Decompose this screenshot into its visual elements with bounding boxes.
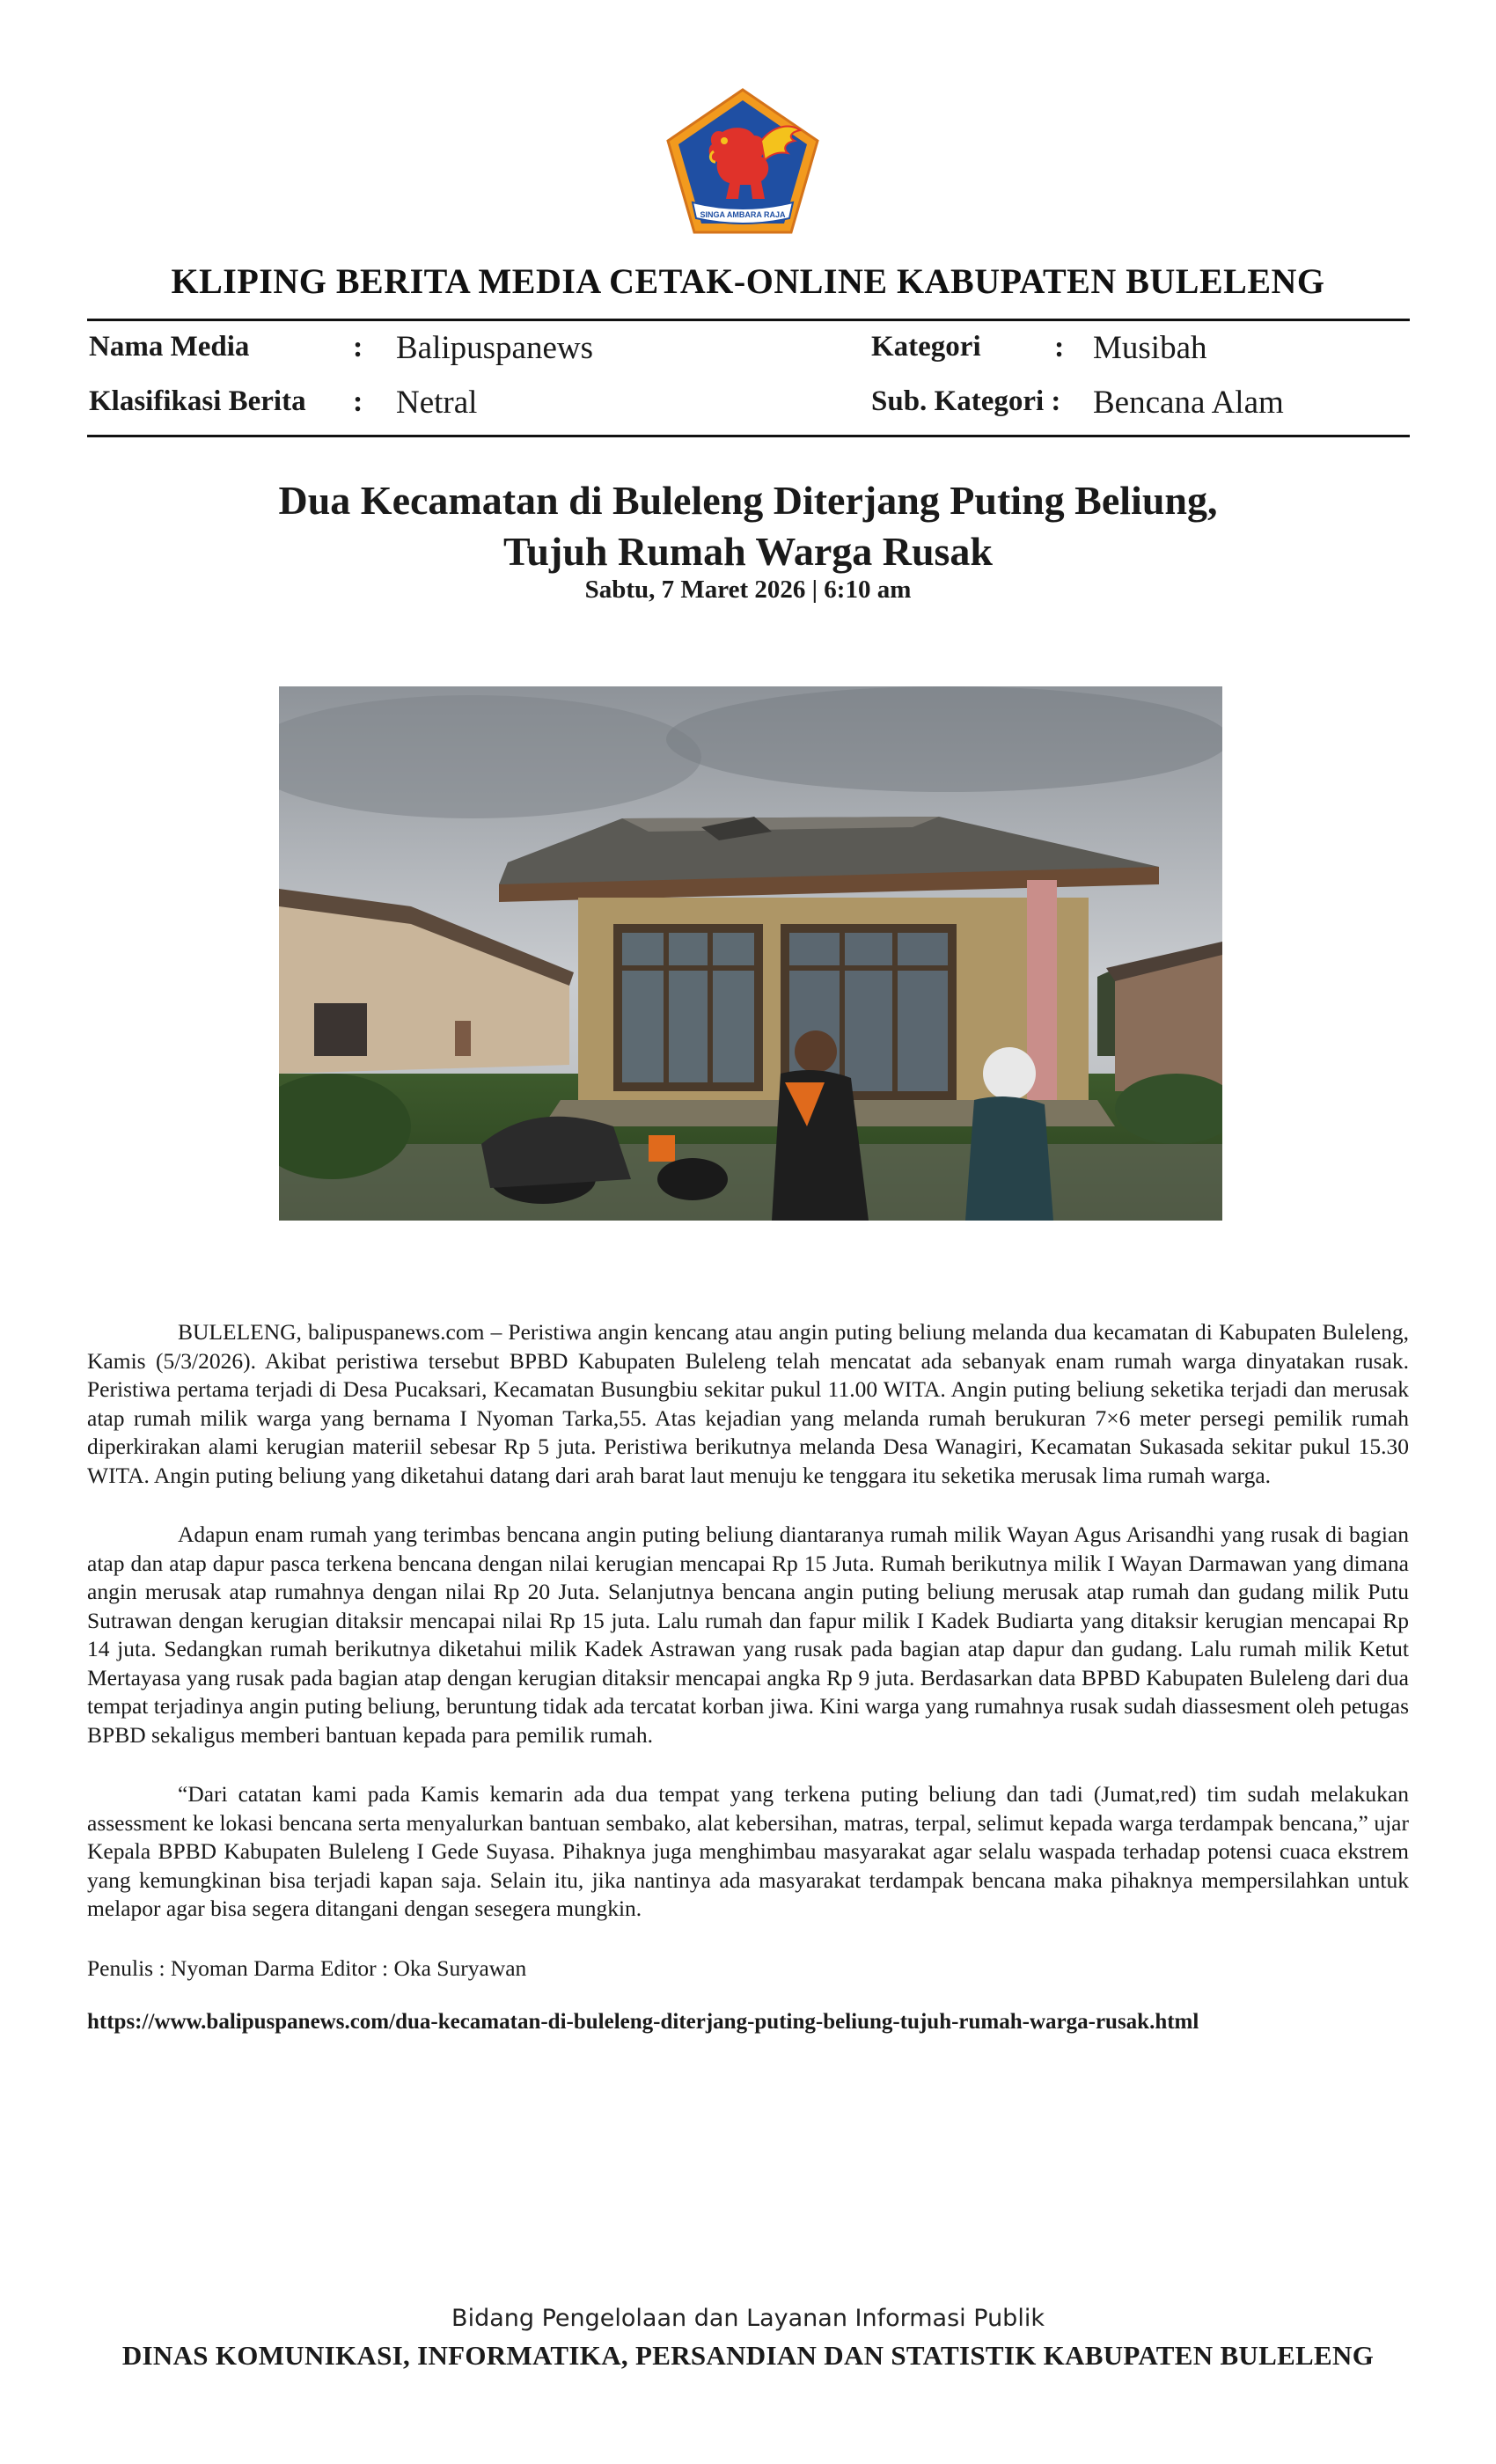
article-date: Sabtu, 7 Maret 2026 | 6:10 am xyxy=(584,576,912,604)
nama-media-label: Nama Media xyxy=(89,331,250,363)
singa-ambara-raja-crest-icon xyxy=(663,86,823,238)
article-photo xyxy=(279,686,1222,1221)
house-with-storm-damaged-roof-photo xyxy=(279,686,1222,1221)
klasifikasi-colon: : xyxy=(353,385,363,418)
nama-media-colon: : xyxy=(353,331,363,363)
article-paragraph-2: Adapun enam rumah yang terimbas bencana angin puting beliung diantaranya rumah milik Wayan Agus Arisandhi yang rusak di bagian atap dan atap dapur pasca terkena bencana dengan nilai kerugian mencapai Rp 15 Juta. Rumah berikutnya milik I Wayan Darmawan yang dimana angin merusak atap rumahnya dengan nilai Rp 20 Juta. Selanjutnya bencana angin puting beliung merusak atap rumah dan gudang milik Putu Sutrawan dengan kerugian ditaksir mencapai nilai Rp 15 juta. Lalu rumah dan fapur milik I Kadek Budiarta yang ditaksir kerugian mencapai Rp 14 juta. Sedangkan rumah berikutnya diketahui milik Kadek Astrawan yang rusak pada bagian atap dapur dan gudang. Lalu rumah milik Ketut Mertayasa yang rusak pada bagian atap dengan kerugian ditaksir mencapai angka Rp 9 juta. Berdasarkan data BPBD Kabupaten Buleleng dari dua tempat terjadinya angin puting beliung, beruntung tidak ada tercatat korban jiwa. Kini warga yang rumahnya rusak sudah diassesment oleh petugas BPBD sekaligus memberi bantuan kepada para pemilik rumah. xyxy=(87,1522,1409,1748)
klasifikasi-label: Klasifikasi Berita xyxy=(89,385,306,417)
nama-media-value: Balipuspanews xyxy=(396,330,594,366)
header-rule-bottom xyxy=(87,435,1410,437)
article-title xyxy=(0,475,1496,577)
article-body xyxy=(87,1318,1409,2037)
article-credits: Penulis : Nyoman Darma Editor : Oka Suryawan xyxy=(87,1954,527,1981)
sub-kategori-label: Sub. Kategori : xyxy=(871,385,1061,417)
klasifikasi-value: Netral xyxy=(396,385,478,421)
article-paragraph-1: BULELENG, balipuspanews.com – Peristiwa angin kencang atau angin puting beliung melanda dua kecamatan di Kabupaten Buleleng, Kamis (5/3/2026). Akibat peristiwa tersebut BPBD Kabupaten Buleleng telah mencatat ada sebanyak enam rumah warga dinyatakan rusak. Peristiwa pertama terjadi di Desa Pucaksari, Kecamatan Busungbiu sekitar pukul 11.00 WITA. Angin puting beliung seketika terjadi dan merusak atap rumah milik warga yang bernama I Nyoman Tarka,55. Atas kejadian yang melanda rumah berukuran 7×6 meter persegi pemilik rumah diperkirakan alami kerugian materiil sebesar Rp 5 juta. Peristiwa berikutnya melanda Desa Wanagiri, Kecamatan Sukasada sekitar pukul 15.30 WITA. Angin puting beliung yang diketahui datang dari arah barat laut menuju ke tenggara itu seketika merusak lima rumah warga. xyxy=(87,1319,1409,1488)
kategori-colon: : xyxy=(1054,331,1065,363)
sub-kategori-value: Bencana Alam xyxy=(1093,385,1284,421)
footer-organization: DINAS KOMUNIKASI, INFORMATIKA, PERSANDIAN DAN STATISTIK KABUPATEN BULELENG xyxy=(121,2340,1375,2371)
kabupaten-logo xyxy=(663,86,823,238)
page-title: KLIPING BERITA MEDIA CETAK-ONLINE KABUPATEN BULELENG xyxy=(171,261,1325,301)
kategori-label: Kategori xyxy=(871,331,981,363)
logo-banner-text: SINGA AMBARA RAJA xyxy=(700,210,786,219)
header-rule-top xyxy=(87,319,1410,321)
footer-subtitle: Bidang Pengelolaan dan Layanan Informasi Publik xyxy=(451,2305,1045,2332)
article-title-line-2: Tujuh Rumah Warga Rusak xyxy=(502,529,994,574)
article-title-line-1: Dua Kecamatan di Buleleng Diterjang Puting Beliung, xyxy=(278,478,1218,523)
article-source-link[interactable]: https://www.balipuspanews.com/dua-kecamatan-di-buleleng-diterjang-puting-beliung-tujuh-rumah-warga-rusak.html xyxy=(87,2010,1199,2034)
kategori-value: Musibah xyxy=(1093,330,1207,366)
article-paragraph-3: “Dari catatan kami pada Kamis kemarin ada dua tempat yang terkena puting beliung dan tadi (Jumat,red) tim sudah melakukan assessment ke lokasi bencana serta menyalurkan bantuan sembako, alat kebersihan, matras, terpal, selimut kepada warga terdampak bencana,” ujar Kepala BPBD Kabupaten Buleleng I Gede Suyasa. Pihaknya juga menghimbau masyarakat agar selalu waspada terhadap potensi cuaca ekstrem yang kemungkinan bisa terjadi kapan saja. Selain itu, jika nantinya ada masyarakat terdampak bencana maka pihaknya mempersilahkan untuk melapor agar bisa segera ditangani dengan sesegera mungkin. xyxy=(87,1781,1409,1921)
